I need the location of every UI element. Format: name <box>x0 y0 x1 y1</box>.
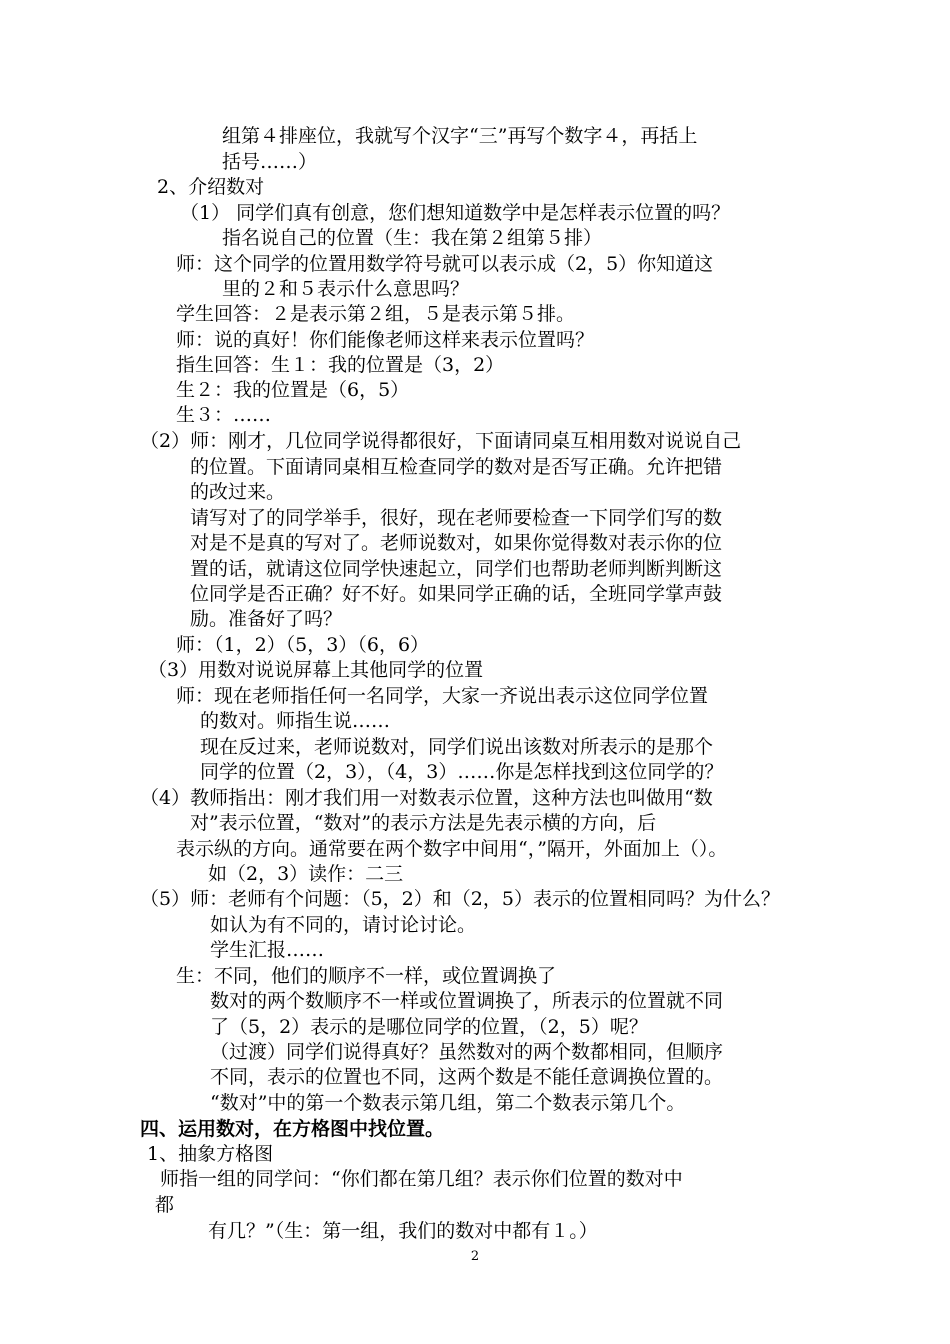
text-line: 位同学是否正确？好不好。如果同学正确的话，全班同学掌声鼓 <box>190 583 723 605</box>
text-line: 师：（1，2）（5，3）（6，6） <box>176 634 430 656</box>
section-heading: 四、运用数对，在方格图中找位置。 <box>140 1118 445 1140</box>
text-line: 生２：我的位置是（6，5） <box>176 379 410 401</box>
text-line: 不同，表示的位置也不同，这两个数是不能任意调换位置的。 <box>210 1066 724 1088</box>
text-line: （5）师：老师有个问题：（5，2）和（2，5）表示的位置相同吗？为什么？ <box>140 888 780 910</box>
text-line: 励。准备好了吗？ <box>190 608 343 630</box>
text-line: 指生回答：生１：我的位置是（3，2） <box>176 354 505 376</box>
text-line: 有几？”（生：第一组，我们的数对中都有１。） <box>208 1220 598 1242</box>
text-line: （过渡）同学们说得真好？虽然数对的两个数都相同，但顺序 <box>210 1041 724 1063</box>
text-line: 数对的两个数顺序不一样或位置调换了，所表示的位置就不同 <box>210 990 724 1012</box>
text-line: 组第４排座位，我就写个汉字“三”再写个数字４，再括上 <box>222 125 698 147</box>
text-line: 学生汇报…… <box>210 939 325 961</box>
text-line: 的改过来。 <box>190 481 286 503</box>
text-line: 的数对。师指生说…… <box>200 710 391 732</box>
text-line: 指名说自己的位置（生：我在第２组第５排） <box>222 227 603 249</box>
text-line: 如（2，3）读作：二三 <box>208 863 404 885</box>
text-line: 师：现在老师指任何一名同学，大家一齐说出表示这位同学位置 <box>176 685 709 707</box>
text-line: 师：这个同学的位置用数学符号就可以表示成（2，5）你知道这 <box>176 253 714 275</box>
text-line: 现在反过来，老师说数对，同学们说出该数对所表示的是那个 <box>200 736 714 758</box>
text-line: 生：不同，他们的顺序不一样，或位置调换了 <box>176 965 557 987</box>
text-line: 表示纵的方向。通常要在两个数字中间用“，”隔开，外面加上（）。 <box>176 838 728 860</box>
text-line: 1、抽象方格图 <box>147 1143 274 1165</box>
text-line: 生３：…… <box>176 404 272 426</box>
text-line: 里的２和５表示什么意思吗？ <box>222 278 470 300</box>
text-line: 同学的位置（2，3），（4，3）……你是怎样找到这位同学的？ <box>200 761 724 783</box>
text-line: 的位置。下面请同桌相互检查同学的数对是否写正确。允许把错 <box>190 456 723 478</box>
text-line: 置的话，就请这位同学快速起立，同学们也帮助老师判断判断这 <box>190 558 723 580</box>
text-line: 对是不是真的写对了。老师说数对，如果你觉得数对表示你的位 <box>190 532 723 554</box>
text-line: 对”表示位置，“数对”的表示方法是先表示横的方向，后 <box>190 812 657 834</box>
text-line: 2、介绍数对 <box>157 176 265 198</box>
text-line: 师指一组的同学问：“你们都在第几组？表示你们位置的数对中 <box>160 1168 683 1190</box>
text-line: 师：说的真好！你们能像老师这样来表示位置吗？ <box>176 329 595 351</box>
text-line: 了（5，2）表示的是哪位同学的位置，（2，5）呢？ <box>210 1016 648 1038</box>
page-number: 2 <box>470 1249 480 1264</box>
text-line: “数对”中的第一个数表示第几组，第二个数表示第几个。 <box>210 1092 686 1114</box>
text-line: 请写对了的同学举手，很好，现在老师要检查一下同学们写的数 <box>190 507 723 529</box>
text-line: （1） 同学们真有创意，您们想知道数学中是怎样表示位置的吗？ <box>180 202 731 224</box>
text-line: 学生回答：２是表示第２组，５是表示第５排。 <box>176 303 576 325</box>
text-line: 都 <box>155 1194 175 1216</box>
text-line: （2）师：刚才，几位同学说得都很好，下面请同桌互相用数对说说自己 <box>140 430 742 452</box>
text-line: （4）教师指出：刚才我们用一对数表示位置，这种方法也叫做用“数 <box>140 787 713 809</box>
text-line: 括号……） <box>222 151 318 173</box>
text-line: （3）用数对说说屏幕上其他同学的位置 <box>148 659 484 681</box>
text-line: 如认为有不同的，请讨论讨论。 <box>210 914 477 936</box>
